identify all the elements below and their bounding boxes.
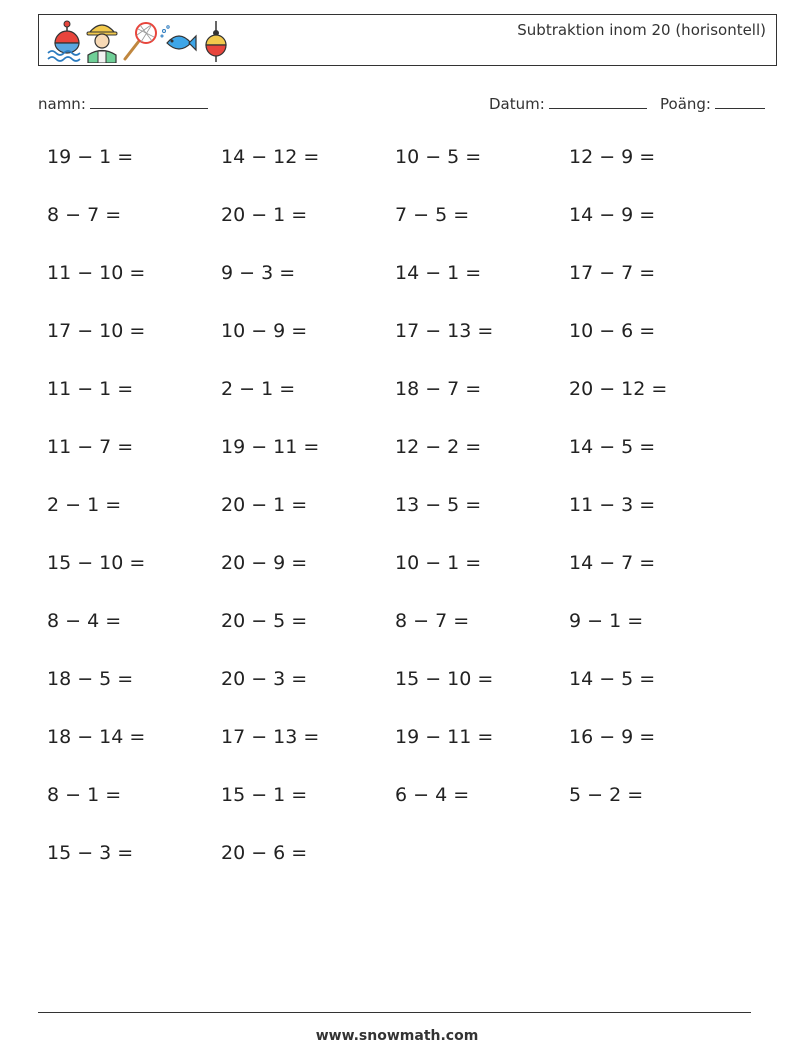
problem-item: 17 − 10 = bbox=[47, 320, 146, 342]
problem-item: 15 − 3 = bbox=[47, 842, 134, 864]
fisherman-icon bbox=[83, 19, 121, 63]
problem-item: 9 − 3 = bbox=[221, 262, 296, 284]
footer-url: www.snowmath.com bbox=[315, 1028, 479, 1044]
problem-item: 2 − 1 = bbox=[221, 378, 296, 400]
problem-item: 8 − 7 = bbox=[47, 204, 122, 226]
problem-row bbox=[47, 784, 747, 814]
problem-item: 11 − 10 = bbox=[47, 262, 146, 284]
problem-item: 5 − 2 = bbox=[569, 784, 644, 806]
problem-item: 14 − 5 = bbox=[569, 668, 656, 690]
problem-item: 12 − 2 = bbox=[395, 436, 482, 458]
problem-item: 14 − 12 = bbox=[221, 146, 320, 168]
footer-divider bbox=[38, 1012, 751, 1013]
problem-item: 20 − 6 = bbox=[221, 842, 308, 864]
problem-item: 14 − 5 = bbox=[569, 436, 656, 458]
problem-row bbox=[47, 320, 747, 350]
worksheet-title: Subtraktion inom 20 (horisontell) bbox=[517, 21, 766, 39]
fish-icon bbox=[159, 19, 197, 63]
problem-row bbox=[47, 668, 747, 698]
score-label: Poäng: bbox=[660, 95, 711, 113]
problem-item: 15 − 10 = bbox=[395, 668, 494, 690]
problem-row bbox=[47, 726, 747, 756]
score-blank-line[interactable] bbox=[715, 94, 765, 109]
problem-item: 20 − 9 = bbox=[221, 552, 308, 574]
problem-item: 17 − 7 = bbox=[569, 262, 656, 284]
problem-item: 8 − 1 = bbox=[47, 784, 122, 806]
date-field bbox=[489, 94, 647, 113]
problem-row bbox=[47, 494, 747, 524]
problem-item: 17 − 13 = bbox=[395, 320, 494, 342]
problem-row bbox=[47, 436, 747, 466]
problem-item: 11 − 1 = bbox=[47, 378, 134, 400]
name-field bbox=[38, 94, 208, 113]
problem-item: 16 − 9 = bbox=[569, 726, 656, 748]
fishing-float-icon bbox=[197, 19, 235, 63]
problem-item: 18 − 5 = bbox=[47, 668, 134, 690]
problem-item: 10 − 5 = bbox=[395, 146, 482, 168]
name-label: namn: bbox=[38, 95, 86, 113]
problem-item: 17 − 13 = bbox=[221, 726, 320, 748]
problem-item: 6 − 4 = bbox=[395, 784, 470, 806]
date-blank-line[interactable] bbox=[549, 94, 647, 109]
problem-item: 12 − 9 = bbox=[569, 146, 656, 168]
fishing-bobber-water-icon bbox=[45, 19, 83, 63]
problem-item: 15 − 1 = bbox=[221, 784, 308, 806]
problem-row bbox=[47, 204, 747, 234]
name-blank-line[interactable] bbox=[90, 94, 208, 109]
problem-item: 20 − 12 = bbox=[569, 378, 668, 400]
problem-item: 10 − 1 = bbox=[395, 552, 482, 574]
problem-item: 15 − 10 = bbox=[47, 552, 146, 574]
problem-item: 8 − 7 = bbox=[395, 610, 470, 632]
fishing-net-icon bbox=[121, 19, 159, 63]
problem-item: 11 − 3 = bbox=[569, 494, 656, 516]
problem-item: 14 − 1 = bbox=[395, 262, 482, 284]
problem-row bbox=[47, 378, 747, 408]
problem-item: 19 − 11 = bbox=[221, 436, 320, 458]
problem-item: 19 − 1 = bbox=[47, 146, 134, 168]
problem-item: 14 − 9 = bbox=[569, 204, 656, 226]
problem-item: 20 − 1 = bbox=[221, 494, 308, 516]
problem-item: 9 − 1 = bbox=[569, 610, 644, 632]
worksheet-header bbox=[38, 14, 777, 66]
header-icons bbox=[45, 19, 235, 63]
problem-item: 8 − 4 = bbox=[47, 610, 122, 632]
problem-item: 20 − 1 = bbox=[221, 204, 308, 226]
problem-row bbox=[47, 146, 747, 176]
problem-item: 13 − 5 = bbox=[395, 494, 482, 516]
problem-item: 20 − 5 = bbox=[221, 610, 308, 632]
problem-row bbox=[47, 842, 747, 872]
problem-row bbox=[47, 552, 747, 582]
date-label: Datum: bbox=[489, 95, 545, 113]
problem-item: 14 − 7 = bbox=[569, 552, 656, 574]
problem-item: 7 − 5 = bbox=[395, 204, 470, 226]
problem-row bbox=[47, 262, 747, 292]
problem-item: 10 − 9 = bbox=[221, 320, 308, 342]
problem-row bbox=[47, 610, 747, 640]
problem-item: 18 − 7 = bbox=[395, 378, 482, 400]
problem-item: 10 − 6 = bbox=[569, 320, 656, 342]
score-field bbox=[660, 94, 765, 113]
problem-item: 18 − 14 = bbox=[47, 726, 146, 748]
problem-item: 2 − 1 = bbox=[47, 494, 122, 516]
problem-item: 20 − 3 = bbox=[221, 668, 308, 690]
problem-item: 11 − 7 = bbox=[47, 436, 134, 458]
problem-item: 19 − 11 = bbox=[395, 726, 494, 748]
